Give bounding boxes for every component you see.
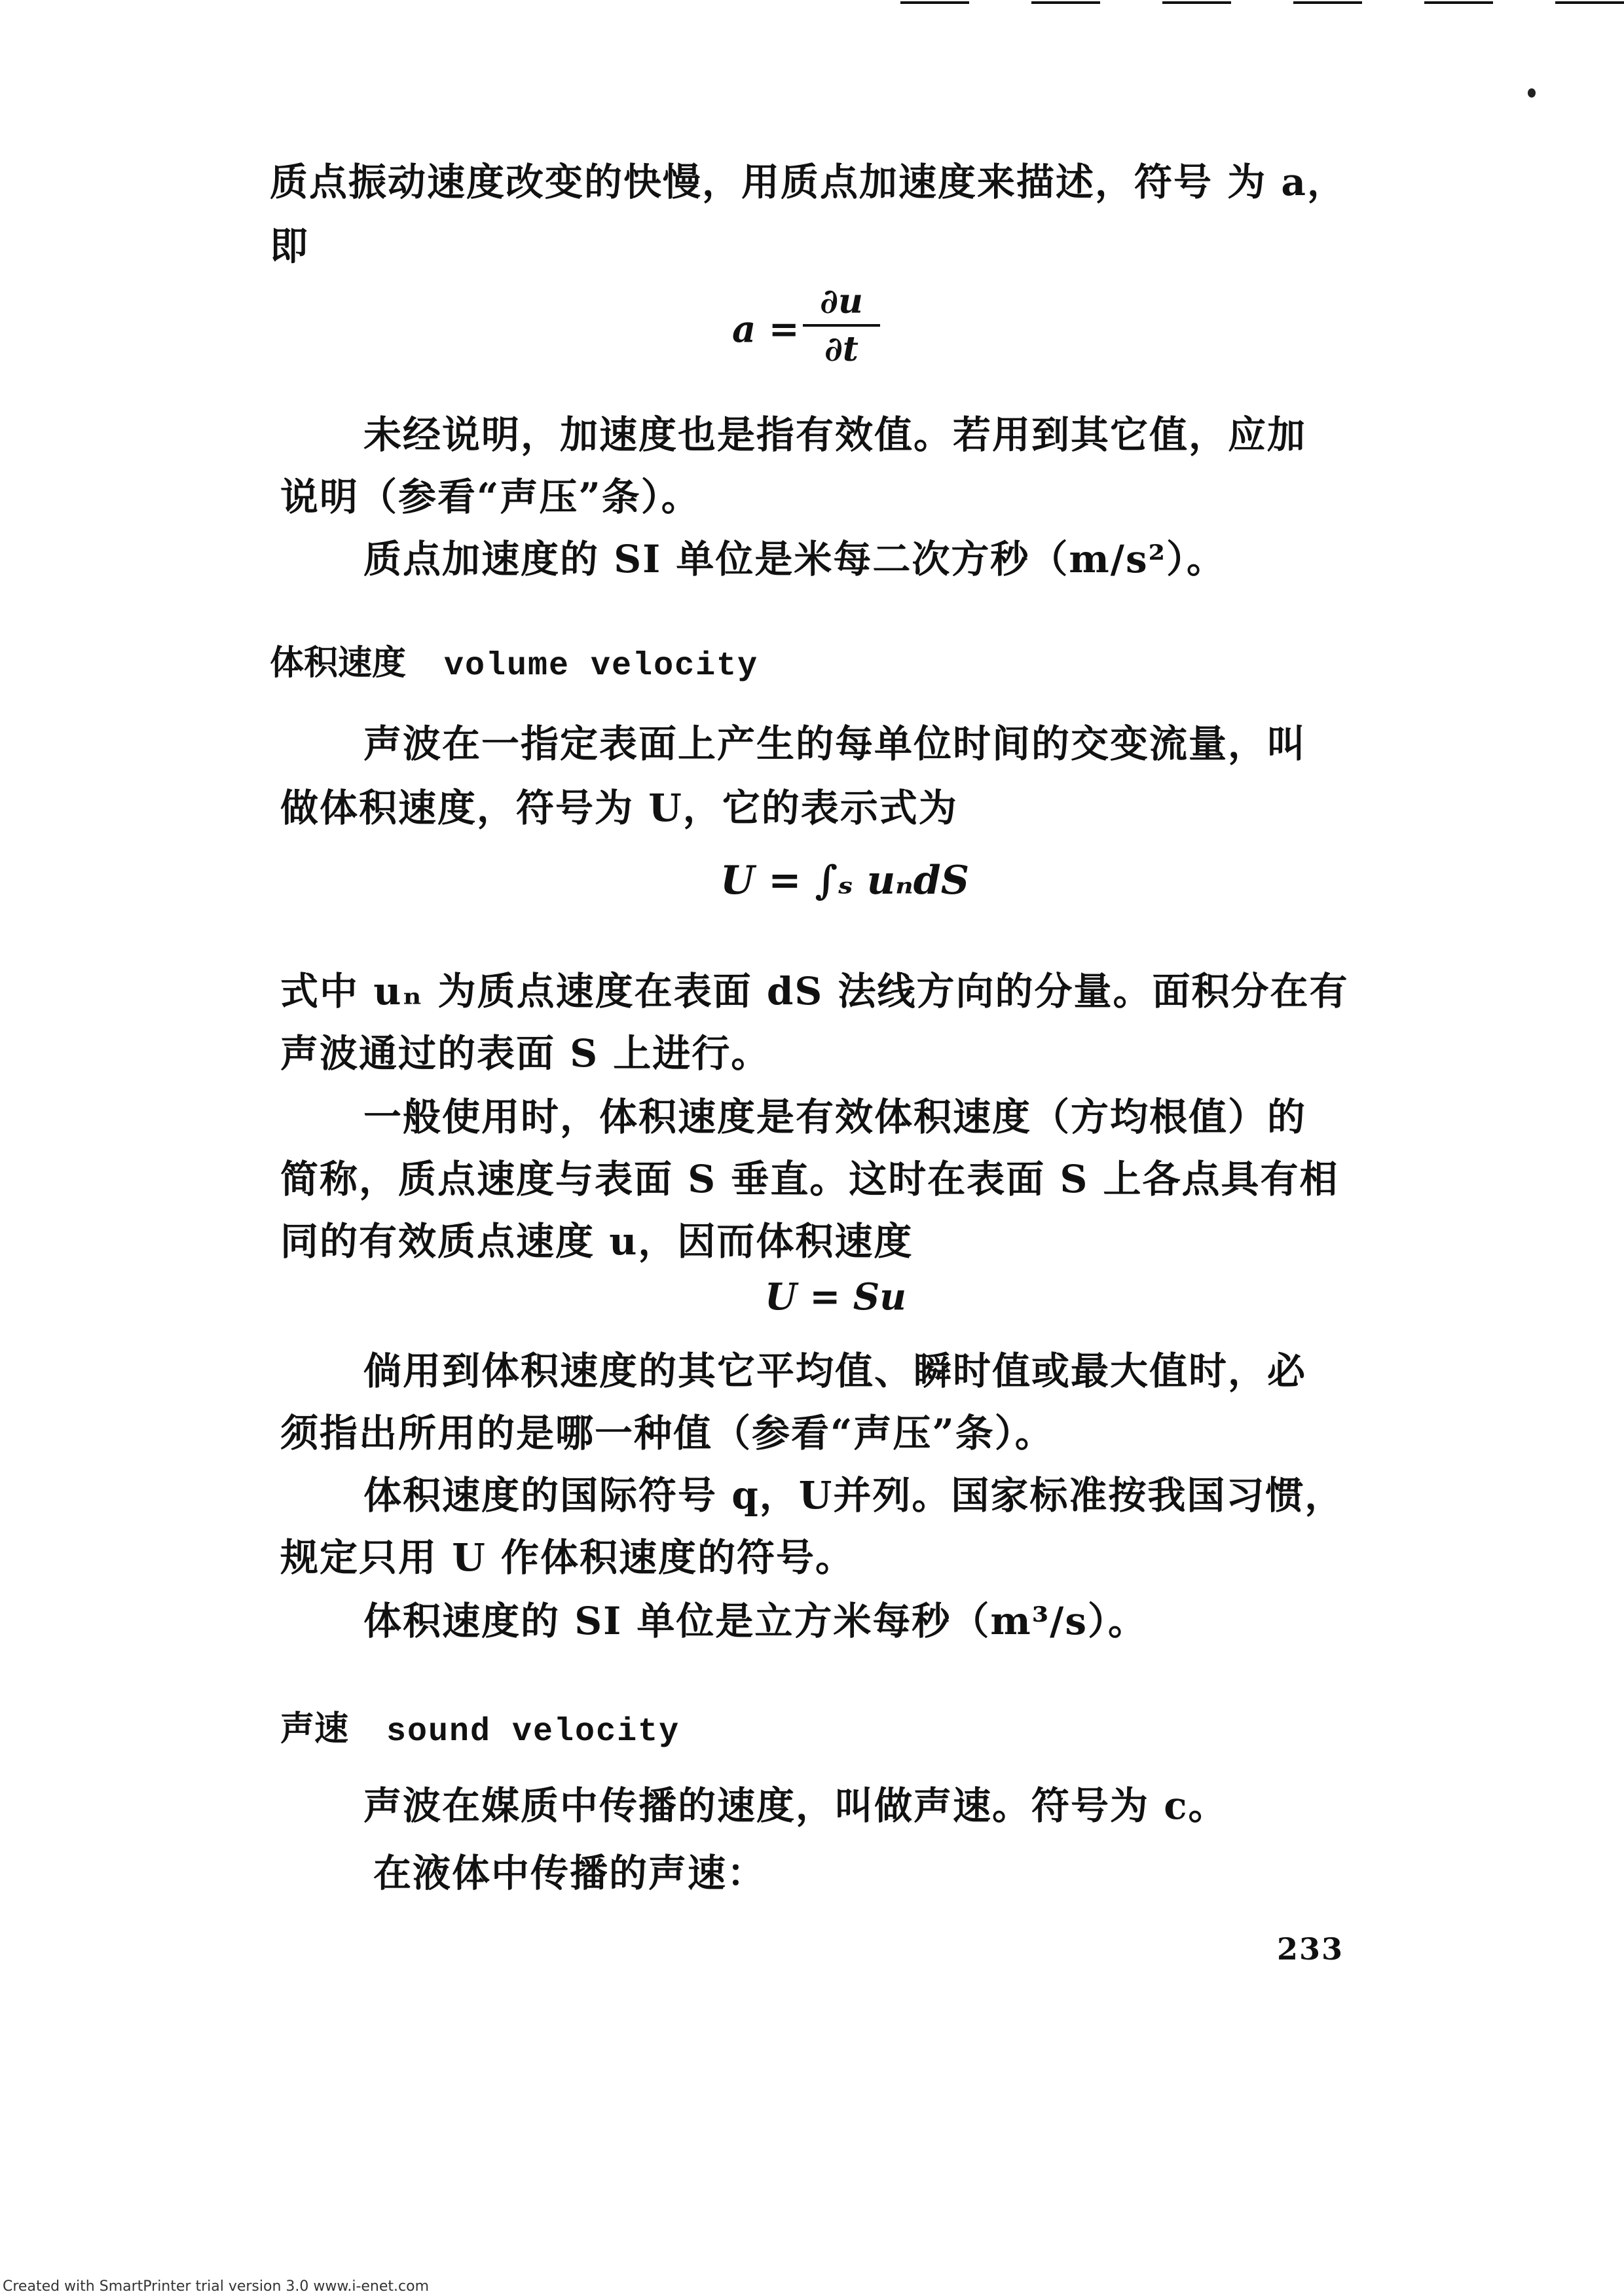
volume-p1-line2: 做体积速度，符号为 U，它的表示式为 xyxy=(280,786,958,830)
heading-cn: 体积速度 xyxy=(270,643,407,683)
accel-p2-line1: 未经说明，加速度也是指有效值。若用到其它值，应加 xyxy=(363,412,1307,457)
accel-line1: 质点振动速度改变的快慢，用质点加速度来描述，符号 为 a， xyxy=(270,160,1346,204)
top-rule xyxy=(1031,1,1100,4)
heading-cn: 声速 xyxy=(280,1709,349,1749)
volume-p6: 体积速度的 SI 单位是立方米每秒（m³/s）。 xyxy=(363,1599,1148,1643)
volume-p2-line2: 声波通过的表面 S 上进行。 xyxy=(280,1031,771,1076)
volume-velocity-heading xyxy=(270,635,758,685)
volume-p5-line2: 规定只用 U 作体积速度的符号。 xyxy=(280,1535,855,1580)
top-rule xyxy=(1555,1,1624,4)
footer-watermark: Created with SmartPrinter trial version 3.0 www.i-enet.com xyxy=(3,2278,429,2295)
accel-formula-lhs: a = xyxy=(732,308,800,351)
volume-p3-line3: 同的有效质点速度 u，因而体积速度 xyxy=(280,1219,913,1264)
sound-p1: 声波在媒质中传播的速度，叫做声速。符号为 c。 xyxy=(363,1783,1228,1828)
accel-formula-denominator: ∂t xyxy=(824,329,858,369)
volume-p3-line1: 一般使用时，体积速度是有效体积速度（方均根值）的 xyxy=(363,1095,1307,1139)
top-rule xyxy=(1424,1,1493,4)
top-rule xyxy=(900,1,969,4)
volume-p1-line1: 声波在一指定表面上产生的每单位时间的交变流量，叫 xyxy=(363,721,1307,766)
volume-p4-line1: 倘用到体积速度的其它平均值、瞬时值或最大值时，必 xyxy=(363,1349,1307,1393)
top-rule xyxy=(1162,1,1231,4)
top-rule xyxy=(1293,1,1362,4)
volume-p5-line1: 体积速度的国际符号 q，U并列。国家标准按我国习惯， xyxy=(363,1473,1344,1518)
accel-formula-numerator: ∂u xyxy=(820,282,863,321)
accel-p2-line2: 说明（参看“声压”条）。 xyxy=(280,475,701,519)
volume-integral-formula: U = ∫ₛ uₙdS xyxy=(720,858,970,903)
heading-en: volume velocity xyxy=(444,647,759,685)
fraction-bar xyxy=(803,324,880,327)
volume-p3-line2: 简称，质点速度与表面 S 垂直。这时在表面 S 上各点具有相 xyxy=(280,1157,1339,1201)
scan-speck xyxy=(1528,88,1536,98)
page-number: 233 xyxy=(1277,1931,1344,1967)
volume-p2-line1: 式中 uₙ 为质点速度在表面 dS 法线方向的分量。面积分在有 xyxy=(280,969,1349,1013)
accel-line2: 即 xyxy=(270,224,310,268)
sound-p2: 在液体中传播的声速： xyxy=(373,1851,767,1895)
accel-p3: 质点加速度的 SI 单位是米每二次方秒（m/s²）。 xyxy=(363,537,1227,581)
accel-formula-fraction xyxy=(803,282,880,369)
volume-simple-formula: U = Su xyxy=(765,1275,906,1319)
volume-p4-line2: 须指出所用的是哪一种值（参看“声压”条）。 xyxy=(280,1411,1054,1455)
sound-velocity-heading xyxy=(280,1701,680,1751)
heading-en: sound velocity xyxy=(386,1713,680,1751)
